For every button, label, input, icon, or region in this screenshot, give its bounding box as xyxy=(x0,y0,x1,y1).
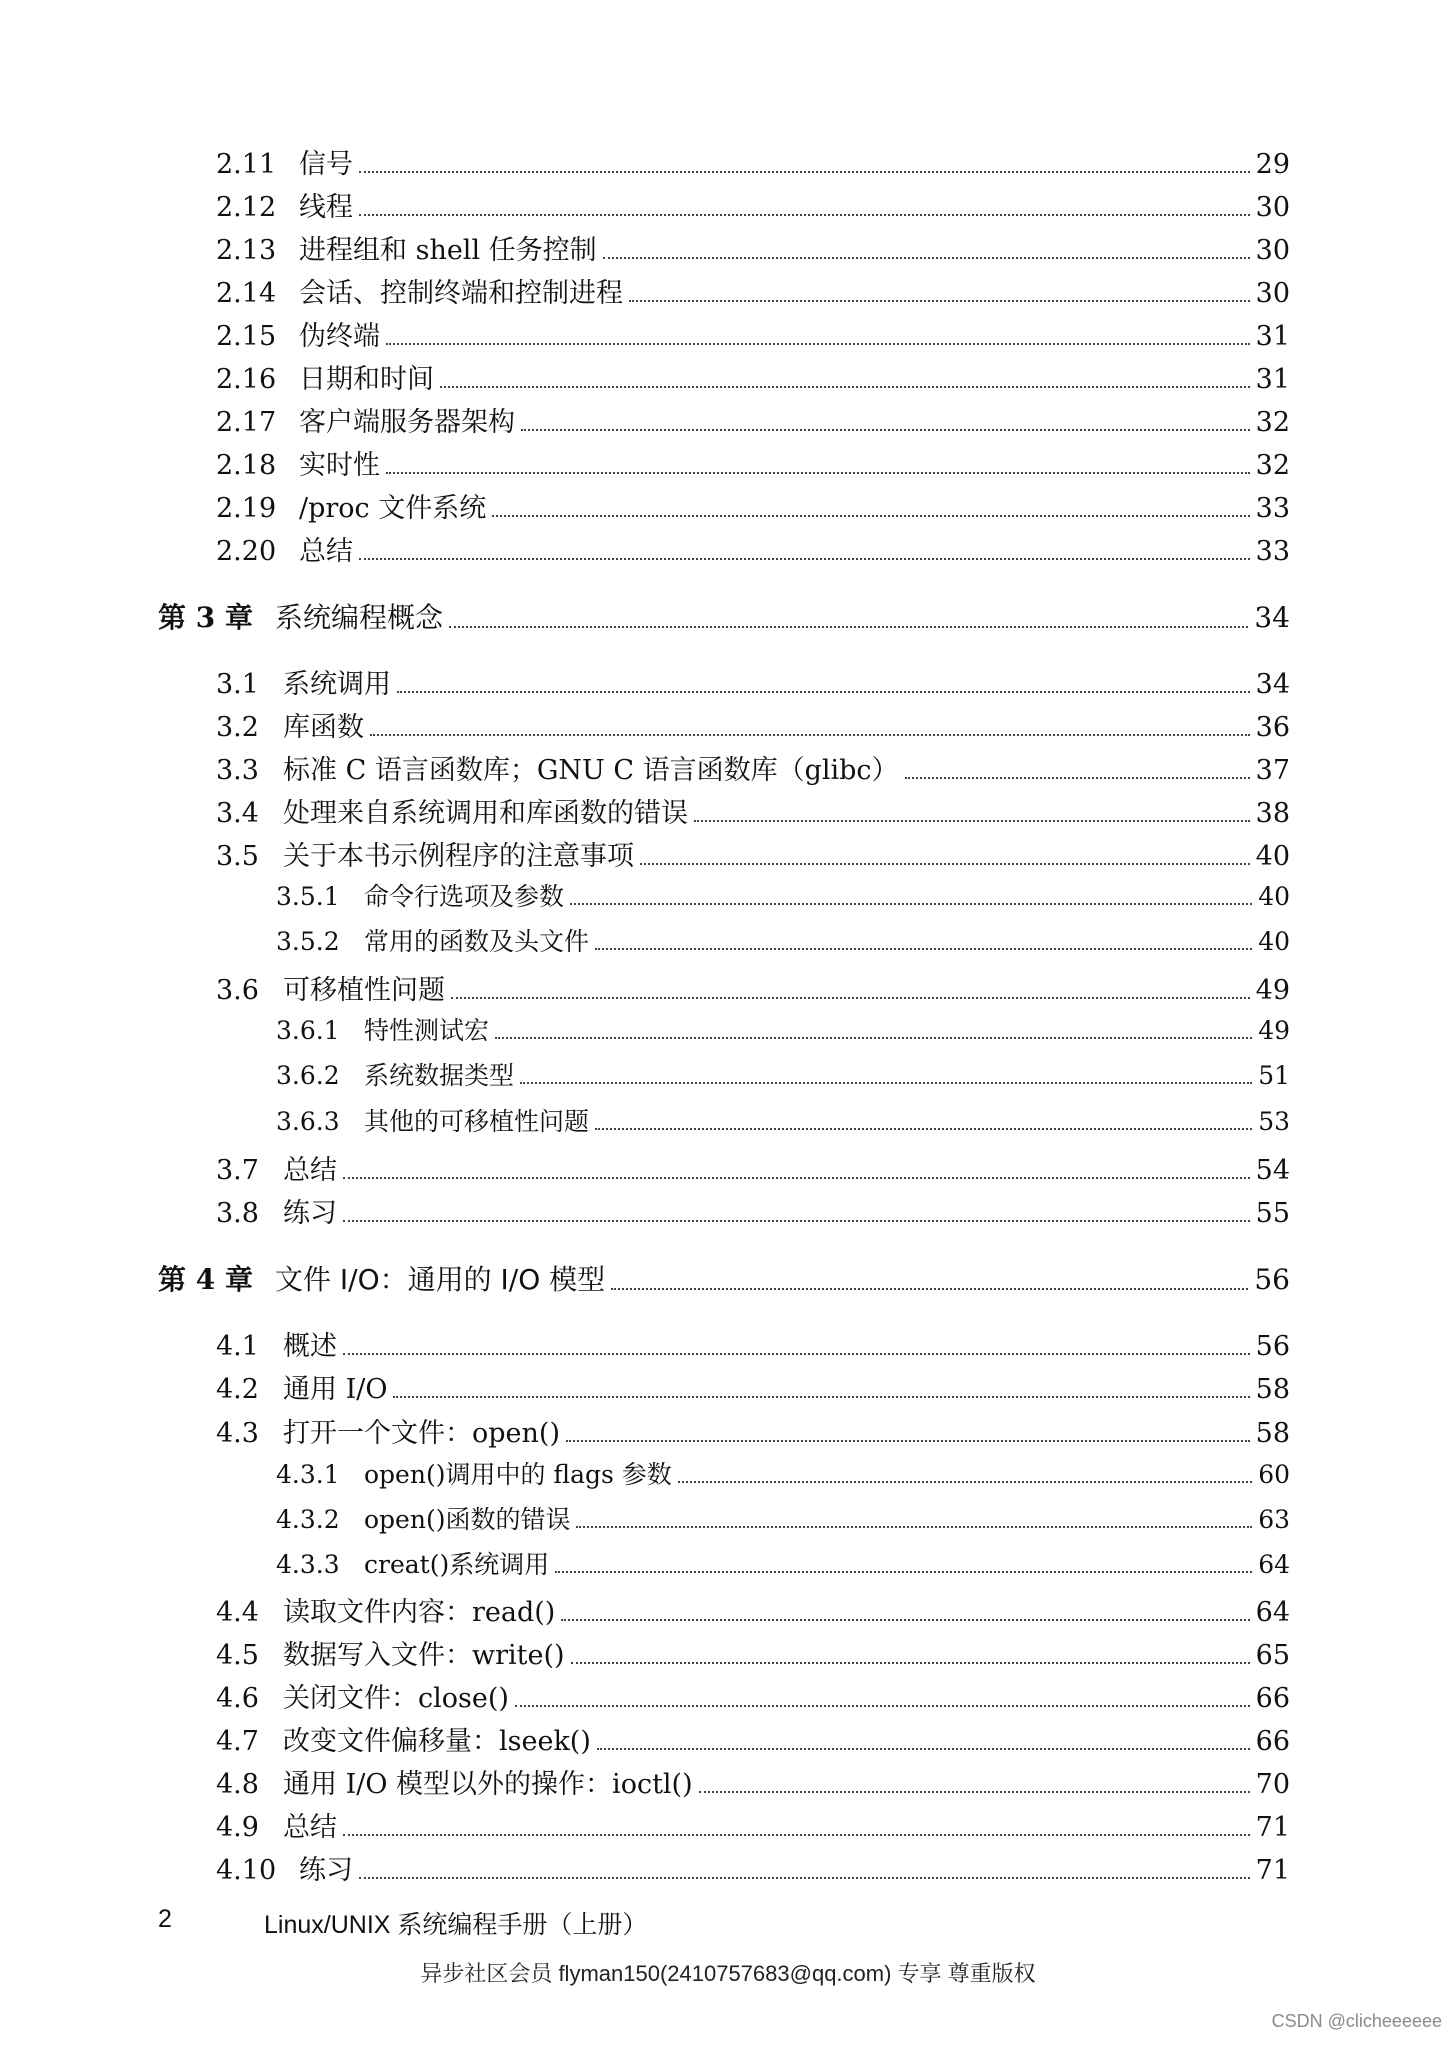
toc-entry-number: 3.3 xyxy=(216,755,259,786)
toc-dot-leader xyxy=(629,300,1250,302)
toc-entry-page: 34 xyxy=(1254,601,1290,634)
toc-chapter-entry xyxy=(158,596,1290,636)
toc-dot-leader xyxy=(440,386,1250,388)
toc-entry-page: 37 xyxy=(1255,755,1290,786)
toc-dot-leader xyxy=(495,1037,1252,1039)
toc-entry-title: 特性测试宏 xyxy=(364,1016,490,1045)
toc-dot-leader xyxy=(397,691,1250,693)
toc-entry-number: 3.4 xyxy=(216,798,259,829)
toc-entry-number: 2.11 xyxy=(216,149,277,180)
toc-dot-leader xyxy=(343,1353,1250,1355)
toc-entry xyxy=(216,357,1290,396)
toc-entry-title: 练习 xyxy=(299,1855,353,1886)
toc-entry-number: 2.20 xyxy=(216,536,277,567)
toc-entry-title: 总结 xyxy=(283,1155,337,1186)
toc-entry-page: 36 xyxy=(1255,712,1290,743)
toc-entry-number: 3.6 xyxy=(216,975,259,1006)
toc-entry-page: 55 xyxy=(1255,1198,1290,1229)
toc-entry xyxy=(216,142,1290,181)
toc-dot-leader xyxy=(370,734,1250,736)
toc-entry-title: 库函数 xyxy=(283,712,364,743)
toc-entry xyxy=(276,877,1290,913)
toc-entry-number: 4.10 xyxy=(216,1855,277,1886)
footer-book-title: Linux/UNIX 系统编程手册（上册） xyxy=(264,1911,648,1939)
source-credit: CSDN @clicheeeeee xyxy=(1271,2011,1442,2031)
toc-entry xyxy=(216,1148,1290,1187)
toc-entry xyxy=(216,1633,1290,1672)
toc-dot-leader xyxy=(359,171,1250,173)
toc-entry-title: 客户端服务器架构 xyxy=(299,407,515,438)
toc-entry-title: 信号 xyxy=(299,149,353,180)
toc-entry xyxy=(216,314,1290,353)
toc-entry-page: 32 xyxy=(1255,450,1290,481)
toc-entry-number: 4.3.3 xyxy=(276,1550,340,1579)
toc-entry-number: 3.5 xyxy=(216,841,259,872)
toc-dot-leader xyxy=(359,214,1250,216)
toc-entry-number: 3.5.1 xyxy=(276,882,340,911)
toc-entry-title: 常用的函数及头文件 xyxy=(364,927,590,956)
toc-entry-page: 56 xyxy=(1254,1263,1290,1296)
toc-dot-leader xyxy=(451,997,1250,999)
toc-entry xyxy=(276,1500,1290,1536)
watermark-text: 异步社区会员 flyman150(2410757683@qq.com) 专享 尊重版权 xyxy=(420,1961,1036,1986)
toc-dot-leader xyxy=(694,820,1250,822)
toc-entry-title: 打开一个文件：open() xyxy=(283,1418,560,1449)
toc-entry-title: 文件 I/O：通用的 I/O 模型 xyxy=(275,1263,606,1296)
toc-entry xyxy=(216,968,1290,1007)
toc-entry-title: 线程 xyxy=(299,192,353,223)
toc-entry-title: 日期和时间 xyxy=(299,364,434,395)
toc-dot-leader xyxy=(393,1396,1249,1398)
toc-dot-leader xyxy=(597,1748,1250,1750)
toc-entry-number: 3.6.1 xyxy=(276,1016,340,1045)
toc-entry xyxy=(216,185,1290,224)
toc-entry-page: 30 xyxy=(1255,235,1290,266)
toc-dot-leader xyxy=(386,343,1250,345)
toc-entry xyxy=(276,1102,1290,1138)
toc-entry-title: 可移植性问题 xyxy=(283,975,445,1006)
toc-entry-number: 4.1 xyxy=(216,1331,259,1362)
toc-entry xyxy=(216,400,1290,439)
toc-entry-title: open()调用中的 flags 参数 xyxy=(364,1460,672,1489)
toc-dot-leader xyxy=(521,429,1250,431)
toc-entry-page: 71 xyxy=(1255,1812,1290,1843)
toc-entry-number: 3.8 xyxy=(216,1198,259,1229)
toc-entry-title: 总结 xyxy=(283,1812,337,1843)
toc-entry-number: 第 3 章 xyxy=(158,601,253,634)
toc-dot-leader xyxy=(359,1877,1250,1879)
toc-entry xyxy=(216,529,1290,568)
toc-entry-title: 其他的可移植性问题 xyxy=(364,1107,590,1136)
toc-dot-leader xyxy=(678,1481,1252,1483)
toc-entry-page: 49 xyxy=(1255,975,1290,1006)
toc-entry-page: 40 xyxy=(1255,841,1290,872)
toc-entry-page: 70 xyxy=(1255,1769,1290,1800)
toc-dot-leader xyxy=(555,1571,1252,1573)
toc-entry xyxy=(216,1324,1290,1363)
toc-dot-leader xyxy=(566,1440,1250,1442)
toc-dot-leader xyxy=(386,472,1250,474)
toc-entry-number: 3.1 xyxy=(216,669,259,700)
toc-entry-title: 会话、控制终端和控制进程 xyxy=(299,278,623,309)
toc-dot-leader xyxy=(515,1705,1250,1707)
toc-chapter-entry xyxy=(158,1258,1290,1298)
toc-dot-leader xyxy=(449,626,1248,628)
toc-entry-number: 3.2 xyxy=(216,712,259,743)
toc-entry-number: 2.14 xyxy=(216,278,277,309)
toc-entry xyxy=(216,443,1290,482)
toc-entry-number: 2.17 xyxy=(216,407,277,438)
toc-entry-number: 4.9 xyxy=(216,1812,259,1843)
toc-entry-title: 通用 I/O xyxy=(283,1374,388,1405)
toc-entry-page: 54 xyxy=(1255,1155,1290,1186)
toc-entry-number: 3.5.2 xyxy=(276,927,340,956)
toc-dot-leader xyxy=(343,1177,1250,1179)
toc-dot-leader xyxy=(520,1082,1252,1084)
toc-entry-page: 66 xyxy=(1255,1726,1290,1757)
toc-entry-title: 关闭文件：close() xyxy=(283,1683,509,1714)
toc-entry-number: 4.4 xyxy=(216,1597,259,1628)
toc-entry xyxy=(216,1367,1290,1406)
toc-entry-title: 概述 xyxy=(283,1331,337,1362)
toc-dot-leader xyxy=(595,1128,1252,1130)
toc-entry-page: 30 xyxy=(1255,278,1290,309)
toc-entry-page: 40 xyxy=(1258,882,1290,911)
toc-entry-page: 32 xyxy=(1255,407,1290,438)
toc-entry-title: 通用 I/O 模型以外的操作：ioctl() xyxy=(283,1769,693,1800)
toc-entry-number: 4.3 xyxy=(216,1418,259,1449)
toc-entry-page: 65 xyxy=(1255,1640,1290,1671)
toc-entry xyxy=(216,271,1290,310)
toc-entry xyxy=(216,1590,1290,1629)
toc-entry-page: 51 xyxy=(1258,1061,1290,1090)
toc-entry-number: 3.6.2 xyxy=(276,1061,340,1090)
toc-entry-number: 4.2 xyxy=(216,1374,259,1405)
toc-dot-leader xyxy=(603,257,1250,259)
toc-entry xyxy=(216,834,1290,873)
toc-entry xyxy=(276,1455,1290,1491)
toc-entry-page: 33 xyxy=(1255,536,1290,567)
toc-entry-number: 2.12 xyxy=(216,192,277,223)
toc-entry-page: 71 xyxy=(1255,1855,1290,1886)
toc-entry-page: 40 xyxy=(1258,927,1290,956)
toc-entry-title: 系统编程概念 xyxy=(275,601,444,634)
toc-entry-number: 3.7 xyxy=(216,1155,259,1186)
toc-entry-page: 31 xyxy=(1255,364,1290,395)
toc-entry xyxy=(216,1762,1290,1801)
toc-entry-number: 2.16 xyxy=(216,364,277,395)
toc-entry-page: 56 xyxy=(1255,1331,1290,1362)
toc-entry-title: 标准 C 语言函数库；GNU C 语言函数库（glibc） xyxy=(283,755,899,786)
toc-entry xyxy=(216,662,1290,701)
toc-entry xyxy=(216,1191,1290,1230)
toc-entry-number: 4.5 xyxy=(216,1640,259,1671)
toc-dot-leader xyxy=(561,1619,1249,1621)
toc-entry-page: 58 xyxy=(1255,1374,1290,1405)
toc-entry-page: 29 xyxy=(1255,149,1290,180)
toc-entry-number: 2.13 xyxy=(216,235,277,266)
toc-entry xyxy=(216,1676,1290,1715)
toc-dot-leader xyxy=(595,948,1252,950)
toc-dot-leader xyxy=(640,863,1250,865)
toc-entry-title: 进程组和 shell 任务控制 xyxy=(299,235,597,266)
toc-entry-title: 数据写入文件：write() xyxy=(283,1640,565,1671)
toc-entry xyxy=(276,1056,1290,1092)
toc-entry-page: 49 xyxy=(1258,1016,1290,1045)
toc-entry-title: 练习 xyxy=(283,1198,337,1229)
toc-entry xyxy=(276,1545,1290,1581)
toc-entry-page: 66 xyxy=(1255,1683,1290,1714)
toc-entry-page: 64 xyxy=(1255,1597,1290,1628)
toc-entry xyxy=(276,1011,1290,1047)
toc-entry xyxy=(216,748,1290,787)
toc-dot-leader xyxy=(571,1662,1250,1664)
toc-entry-title: 系统调用 xyxy=(283,669,391,700)
toc-entry-number: 2.15 xyxy=(216,321,277,352)
toc-entry xyxy=(276,922,1290,958)
toc-entry xyxy=(216,1805,1290,1844)
toc-entry xyxy=(216,1848,1290,1887)
toc-entry-number: 2.18 xyxy=(216,450,277,481)
toc-entry-title: 实时性 xyxy=(299,450,380,481)
toc-entry-title: 系统数据类型 xyxy=(364,1061,515,1090)
toc-dot-leader xyxy=(492,515,1249,517)
toc-entry-page: 33 xyxy=(1255,493,1290,524)
toc-entry-number: 4.3.1 xyxy=(276,1460,340,1489)
toc-entry-page: 31 xyxy=(1255,321,1290,352)
toc-entry-page: 53 xyxy=(1258,1107,1290,1136)
toc-entry-page: 34 xyxy=(1255,669,1290,700)
toc-entry-number: 4.7 xyxy=(216,1726,259,1757)
toc-entry xyxy=(216,705,1290,744)
toc-entry-title: /proc 文件系统 xyxy=(299,493,487,524)
toc-dot-leader xyxy=(343,1834,1250,1836)
toc-entry-title: creat()系统调用 xyxy=(364,1550,550,1579)
toc-dot-leader xyxy=(343,1220,1250,1222)
toc-entry-title: 读取文件内容：read() xyxy=(283,1597,556,1628)
toc-entry-title: 改变文件偏移量：lseek() xyxy=(283,1726,591,1757)
footer-page-number: 2 xyxy=(158,1905,172,1933)
toc-dot-leader xyxy=(359,558,1250,560)
toc-entry-title: 处理来自系统调用和库函数的错误 xyxy=(283,798,688,829)
toc-dot-leader xyxy=(570,903,1252,905)
toc-entry-page: 60 xyxy=(1258,1460,1290,1489)
toc-dot-leader xyxy=(699,1791,1250,1793)
toc-entry xyxy=(216,1411,1290,1450)
toc-entry-title: 伪终端 xyxy=(299,321,380,352)
toc-dot-leader xyxy=(905,777,1250,779)
toc-entry xyxy=(216,228,1290,267)
toc-entry-title: 总结 xyxy=(299,536,353,567)
toc-entry-page: 63 xyxy=(1258,1505,1290,1534)
toc-entry-page: 64 xyxy=(1258,1550,1290,1579)
toc-entry-number: 4.3.2 xyxy=(276,1505,340,1534)
toc-entry-number: 4.6 xyxy=(216,1683,259,1714)
toc-entry-number: 第 4 章 xyxy=(158,1263,253,1296)
toc-entry-number: 3.6.3 xyxy=(276,1107,340,1136)
toc-entry xyxy=(216,1719,1290,1758)
toc-entry-page: 38 xyxy=(1255,798,1290,829)
toc-entry xyxy=(216,791,1290,830)
toc-entry xyxy=(216,486,1290,525)
toc-entry-title: 关于本书示例程序的注意事项 xyxy=(283,841,634,872)
toc-entry-title: open()函数的错误 xyxy=(364,1505,571,1534)
toc-entry-number: 4.8 xyxy=(216,1769,259,1800)
toc-entry-page: 58 xyxy=(1255,1418,1290,1449)
toc-dot-leader xyxy=(611,1288,1248,1290)
toc-dot-leader xyxy=(576,1526,1252,1528)
toc-entry-page: 30 xyxy=(1255,192,1290,223)
toc-entry-number: 2.19 xyxy=(216,493,277,524)
toc-entry-title: 命令行选项及参数 xyxy=(364,882,565,911)
